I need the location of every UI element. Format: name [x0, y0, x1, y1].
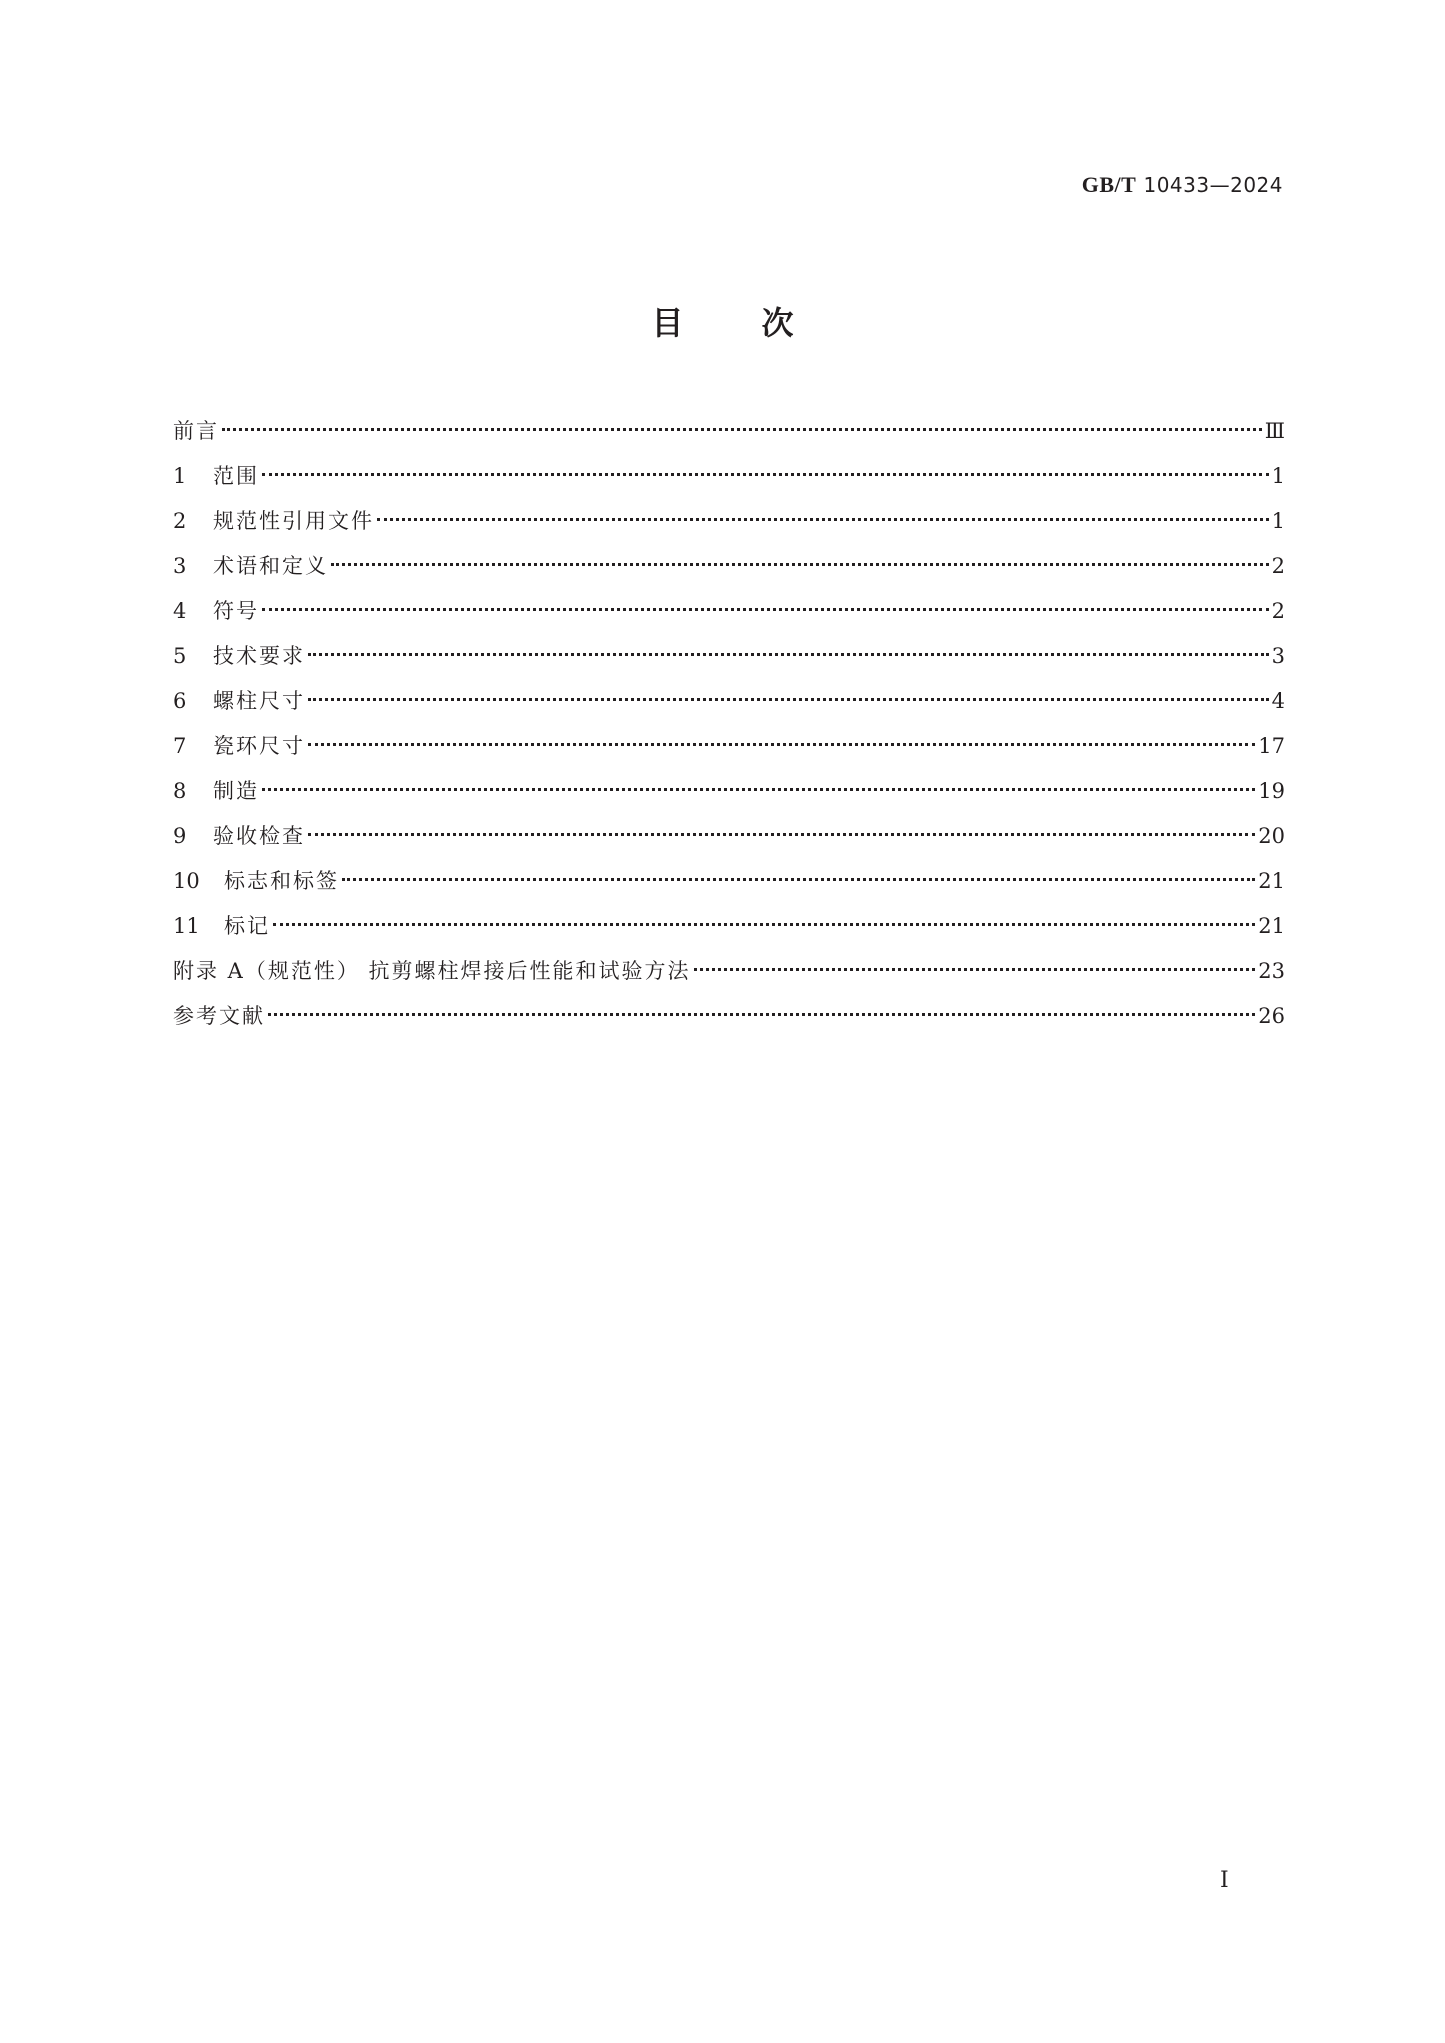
toc-entry-page: 4 [1271, 689, 1285, 713]
toc-entry-title: 标志和标签 [224, 869, 339, 893]
toc-entry-number: 8 [173, 779, 187, 803]
toc-entry-title: 瓷环尺寸 [213, 734, 305, 758]
toc-entry-number: 2 [173, 509, 187, 533]
standard-prefix: GB/T [1081, 172, 1137, 197]
toc-entry-title: 范围 [213, 464, 259, 488]
toc-dot-leader [377, 518, 1269, 521]
toc-entry[interactable] [173, 634, 1285, 679]
toc-dot-leader [308, 743, 1255, 746]
toc-entry-number: 7 [173, 734, 187, 758]
toc-entry-page: 2 [1271, 599, 1285, 623]
page-title: 目次 [651, 304, 872, 342]
toc-entry[interactable] [173, 409, 1285, 454]
toc-entry[interactable] [173, 679, 1285, 724]
toc-dot-leader [331, 563, 1269, 566]
toc-entry-page: 3 [1271, 644, 1285, 668]
toc-dot-leader [308, 698, 1269, 701]
toc-dot-leader [262, 608, 1269, 611]
toc-entry-number: 3 [173, 554, 187, 578]
toc-entry-number: 6 [173, 689, 187, 713]
page-number: I [1220, 1868, 1229, 1893]
toc-entry[interactable] [173, 544, 1285, 589]
toc-entry[interactable] [173, 589, 1285, 634]
toc-entry[interactable] [173, 499, 1285, 544]
toc-entry-page: 1 [1271, 509, 1285, 533]
toc-entry-number: 4 [173, 599, 187, 623]
toc-entry-title: 标记 [224, 914, 270, 938]
toc-entry-title: 验收检查 [213, 824, 305, 848]
toc-entry-page: 19 [1258, 779, 1285, 803]
toc-entry[interactable] [173, 949, 1285, 994]
toc-entry-page: 21 [1258, 914, 1285, 938]
toc-dot-leader [308, 833, 1255, 836]
toc-dot-leader [262, 788, 1255, 791]
toc-entry-title: 规范性引用文件 [213, 509, 374, 533]
toc-entry-title: 符号 [213, 599, 259, 623]
toc-entry-number: 10 [173, 869, 200, 893]
toc-dot-leader [262, 473, 1269, 476]
table-of-contents [173, 409, 1285, 1039]
toc-entry-page: 26 [1258, 1004, 1285, 1028]
toc-entry-page: 21 [1258, 869, 1285, 893]
toc-entry-page: 20 [1258, 824, 1285, 848]
toc-entry[interactable] [173, 904, 1285, 949]
toc-entry-title: 参考文献 [173, 1004, 265, 1028]
toc-entry-title: 附录 A（规范性） 抗剪螺柱焊接后性能和试验方法 [173, 959, 691, 983]
standard-code: 10433—2024 [1143, 173, 1283, 197]
toc-dot-leader [268, 1013, 1255, 1016]
toc-entry-number: 5 [173, 644, 187, 668]
toc-dot-leader [308, 653, 1269, 656]
standard-number [1082, 172, 1283, 198]
toc-entry-title: 前言 [173, 419, 219, 443]
toc-entry-page: 23 [1258, 959, 1285, 983]
toc-entry[interactable] [173, 859, 1285, 904]
toc-entry-title: 螺柱尺寸 [213, 689, 305, 713]
toc-entry[interactable] [173, 814, 1285, 859]
toc-entry[interactable] [173, 769, 1285, 814]
toc-entry[interactable] [173, 994, 1285, 1039]
toc-entry-title: 制造 [213, 779, 259, 803]
toc-dot-leader [694, 968, 1256, 971]
toc-dot-leader [222, 428, 1262, 431]
toc-entry-page: 2 [1271, 554, 1285, 578]
toc-entry[interactable] [173, 724, 1285, 769]
toc-entry-title: 技术要求 [213, 644, 305, 668]
toc-dot-leader [273, 923, 1255, 926]
toc-entry-page: 17 [1258, 734, 1285, 758]
toc-entry-title: 术语和定义 [213, 554, 328, 578]
toc-entry-page: 1 [1271, 464, 1285, 488]
toc-entry-page: Ⅲ [1264, 419, 1285, 443]
toc-dot-leader [342, 878, 1255, 881]
toc-entry-number: 11 [173, 914, 200, 938]
toc-entry-number: 9 [173, 824, 187, 848]
toc-entry-number: 1 [173, 464, 187, 488]
toc-entry[interactable] [173, 454, 1285, 499]
